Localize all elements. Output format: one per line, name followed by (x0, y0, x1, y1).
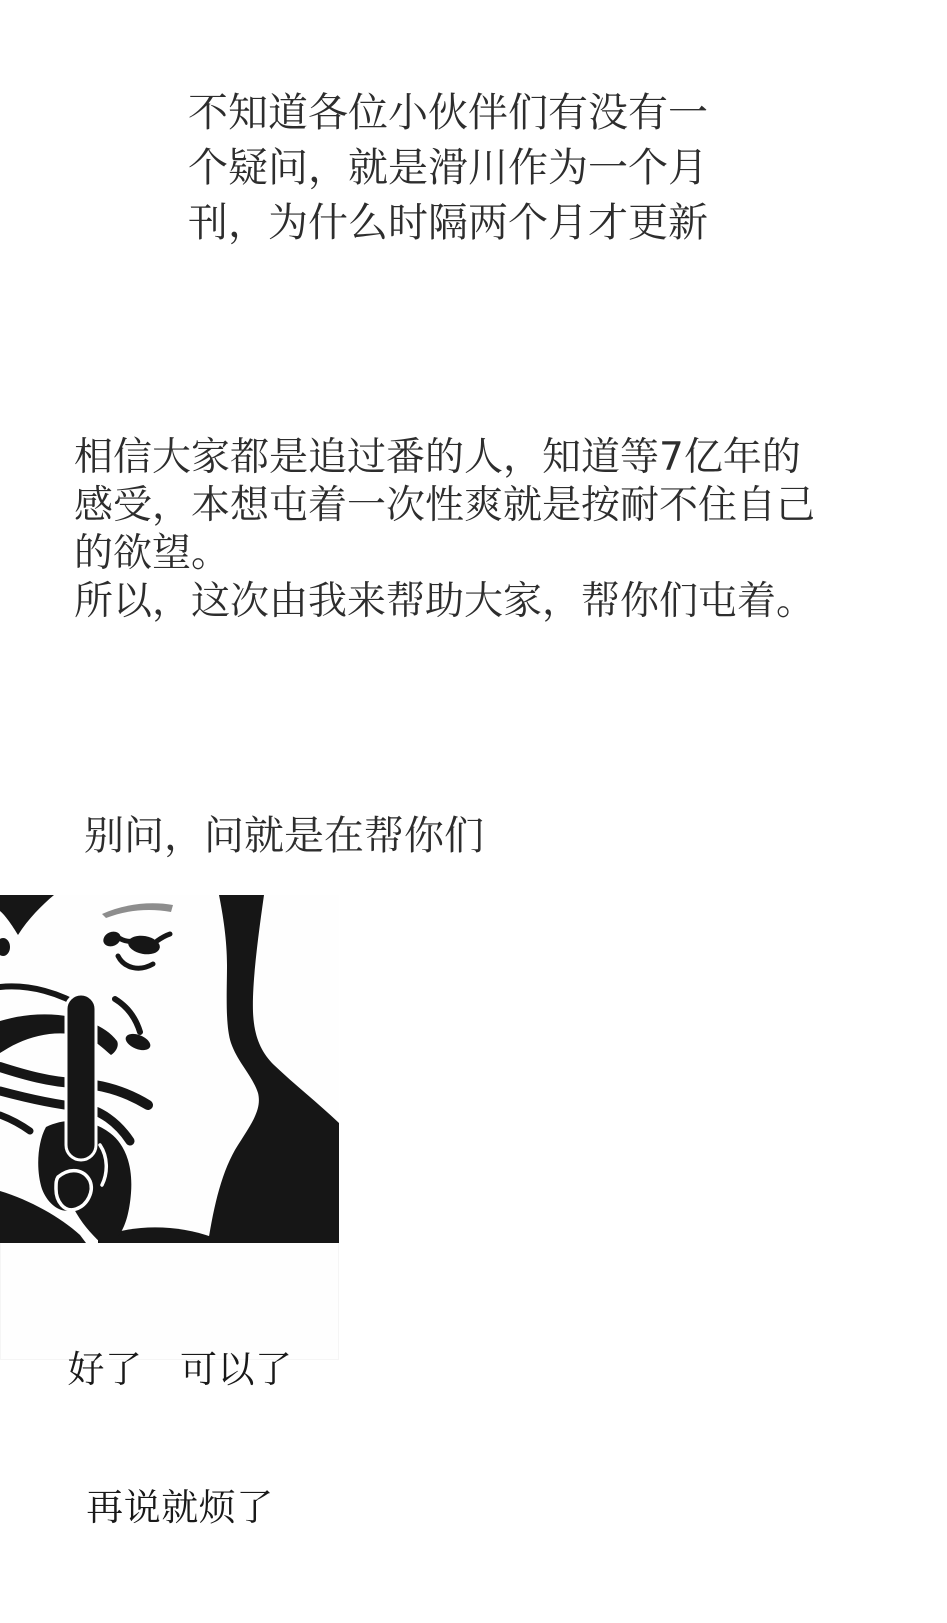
meme-caption-line: 好了 可以了 (67, 1348, 293, 1391)
punchline-text: 别问，问就是在帮你们 (84, 813, 484, 859)
shush-finger-shape (66, 994, 96, 1160)
paragraph-line: 感受，本想屯着一次性爽就是按耐不住自己 (74, 483, 816, 528)
intro-paragraph (188, 86, 708, 251)
shush-meme-art (0, 895, 339, 1243)
meme-caption (0, 1255, 360, 1623)
paragraph-line: 不知道各位小伙伴们有没有一 (188, 90, 708, 136)
paragraph-line: 刊，为什么时隔两个月才更新 (188, 200, 708, 246)
meme-caption-line: 再说就烦了 (86, 1486, 274, 1529)
paragraph-line: 的欲望。 (74, 531, 231, 576)
body-paragraph (74, 434, 815, 626)
meme-image (0, 895, 339, 1529)
punchline-paragraph (84, 812, 484, 860)
paragraph-line: 个疑问，就是滑川作为一个月 (188, 145, 708, 191)
paragraph-line: 所以，这次由我来帮助大家，帮你们屯着。 (74, 579, 816, 624)
paragraph-line: 相信大家都是追过番的人，知道等7亿年的 (74, 435, 801, 480)
